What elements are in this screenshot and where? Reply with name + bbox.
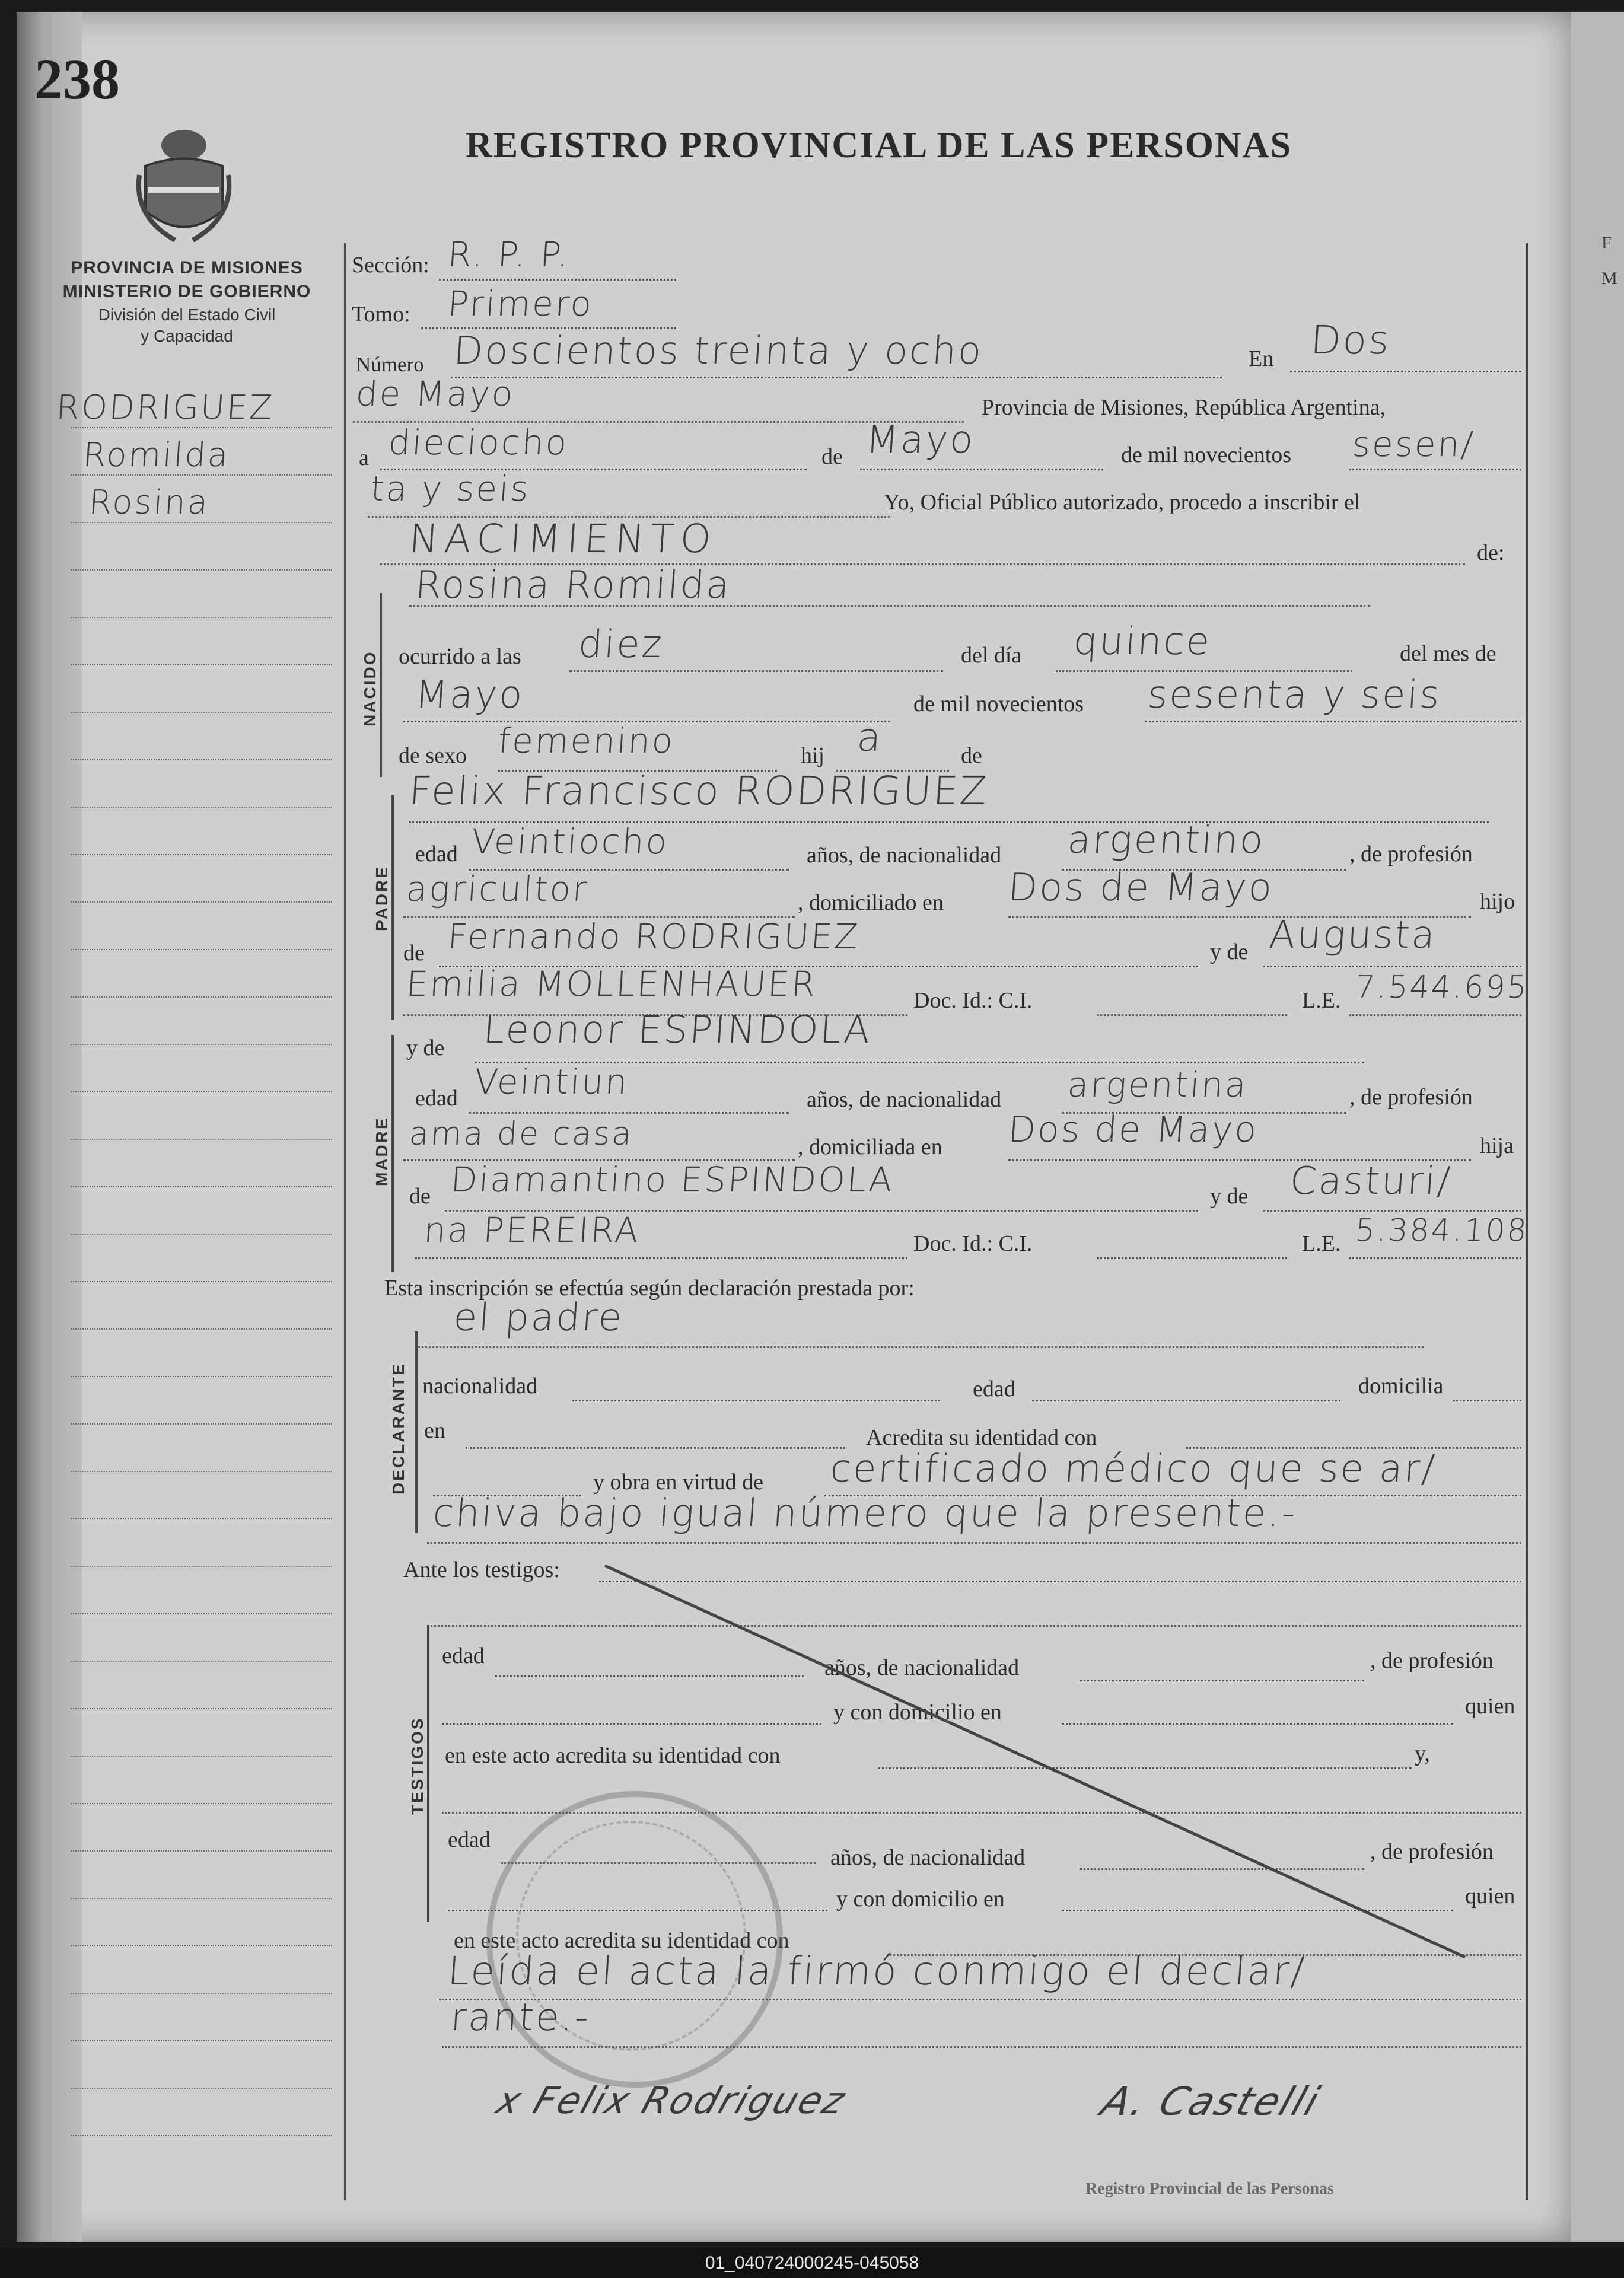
label-hijo: hijo — [1480, 889, 1515, 914]
label-doc-id-madre: Doc. Id.: C.I. — [913, 1231, 1033, 1256]
label-ante-testigos: Ante los testigos: — [403, 1557, 560, 1582]
value-anio-2: ta y seis — [369, 469, 532, 509]
value-tipo-acta: NACIMIENTO — [407, 516, 719, 562]
value-abuelo-materno: Diamantino ESPINDOLA — [449, 1159, 896, 1200]
label-doc-id-padre: Doc. Id.: C.I. — [913, 988, 1033, 1013]
value-sexo: femenino — [496, 721, 676, 761]
value-abuela-materna-1: Casturi/ — [1288, 1159, 1454, 1203]
label-quien-t1: quien — [1465, 1694, 1515, 1719]
margin-given-name-1: Romilda — [81, 436, 231, 474]
value-seccion: R. P. P. — [446, 234, 572, 275]
label-edad-decl: edad — [973, 1377, 1015, 1401]
value-padre: Felix Francisco RODRIGUEZ — [407, 768, 990, 814]
image-id-footer: 01_040724000245-045058 — [0, 2248, 1624, 2278]
label-sexo: de sexo — [399, 743, 467, 768]
label-de-mil-2: de mil novecientos — [913, 692, 1084, 716]
label-obra: y obra en virtud de — [593, 1470, 764, 1495]
document-title: REGISTRO PROVINCIAL DE LAS PERSONAS — [466, 125, 1292, 165]
value-en: Dos — [1309, 317, 1393, 363]
label-de-colon: de: — [1477, 540, 1505, 565]
testigos-bracket — [427, 1625, 429, 1922]
stamp-registro: Registro Provincial de las Personas — [1085, 2180, 1334, 2198]
value-lugar: de Mayo — [354, 374, 516, 414]
label-del-dia: del día — [961, 643, 1022, 668]
label-del-mes: del mes de — [1400, 641, 1496, 666]
value-madre-profesion: ama de casa — [407, 1115, 635, 1152]
label-edad-t1: edad — [442, 1643, 485, 1668]
label-domicilio-t1: y con domicilio en — [833, 1700, 1002, 1725]
value-mes: Mayo — [864, 418, 977, 462]
label-profesion-t2: , de profesión — [1370, 1839, 1494, 1864]
value-dia: dieciocho — [387, 422, 570, 463]
label-edad-padre: edad — [415, 842, 458, 866]
page-number: 238 — [34, 47, 120, 111]
label-oficial: Yo, Oficial Público autorizado, procedo a inscribir el — [884, 490, 1361, 515]
label-seccion: Sección: — [352, 253, 429, 278]
agency-capacity: y Capacidad — [141, 327, 233, 345]
value-abuela-paterna-2: Emilia MOLLENHAUER — [405, 964, 819, 1004]
label-domiciliado: , domiciliado en — [798, 890, 944, 915]
value-dia-nacimiento: quince — [1072, 620, 1213, 664]
value-abuelo-paterno: Fernando RODRIGUEZ — [446, 916, 861, 957]
label-le-madre: L.E. — [1302, 1231, 1341, 1256]
value-mes-nacimiento: Mayo — [413, 673, 526, 717]
label-acredita: Acredita su identidad con — [866, 1425, 1097, 1450]
signature-oficial: A. Castelli — [1096, 2079, 1327, 2124]
label-domicilia: domicilia — [1358, 1374, 1444, 1398]
label-profesion-padre: , de profesión — [1349, 842, 1473, 866]
label-numero: Número — [356, 353, 424, 376]
value-declarante: el padre — [452, 1296, 625, 1340]
label-en-decl: en — [424, 1418, 445, 1443]
label-y-de-abuela-m: y de — [1210, 1184, 1249, 1209]
label-de-mil: de mil novecientos — [1121, 442, 1292, 467]
padre-bracket — [391, 795, 394, 1020]
value-leida-2: rante.- — [449, 1996, 592, 2040]
madre-bracket — [391, 1035, 394, 1272]
margin-surname: RODRIGUEZ — [55, 388, 275, 427]
label-quien-t2: quien — [1465, 1884, 1515, 1909]
value-madre-edad: Veintiun — [473, 1062, 631, 1102]
value-padre-profesion: agricultor — [405, 869, 590, 909]
value-madre-le: 5.384.108 — [1354, 1213, 1530, 1248]
side-label-testigos: TESTIGOS — [408, 1716, 426, 1815]
label-edad-madre: edad — [415, 1086, 458, 1111]
label-anos-nac-t1: años, de nacionalidad — [824, 1655, 1020, 1680]
label-hija: hija — [1480, 1133, 1514, 1158]
value-padre-nacionalidad: argentino — [1066, 818, 1266, 862]
side-label-padre: PADRE — [372, 865, 391, 931]
adjacent-page-edge — [1571, 12, 1624, 2242]
label-anos-nac-padre: años, de nacionalidad — [807, 843, 1002, 868]
label-ocurrido: ocurrido a las — [399, 644, 521, 669]
signature-declarante: x Felix Rodriguez — [491, 2079, 852, 2122]
nacido-bracket — [380, 593, 382, 777]
label-de: de — [821, 444, 843, 469]
label-domiciliada: , domiciliada en — [798, 1135, 942, 1159]
label-profesion-madre: , de profesión — [1349, 1085, 1473, 1110]
label-profesion-t1: , de profesión — [1370, 1648, 1494, 1673]
label-provincia: Provincia de Misiones, República Argentina, — [982, 395, 1386, 420]
label-y-de: y de — [1210, 939, 1249, 964]
book-spine — [17, 12, 82, 2242]
margin-given-name-2: Rosina — [87, 483, 211, 522]
agency-province: PROVINCIA DE MISIONES — [71, 258, 303, 278]
agency-division: División del Estado Civil — [98, 305, 276, 324]
coat-of-arms-icon — [133, 122, 234, 246]
label-de-3: de — [403, 941, 425, 966]
value-anio-nacimiento: sesenta y seis — [1146, 673, 1443, 717]
value-abuela-paterna-1: Augusta — [1268, 913, 1438, 957]
value-obra-1: certificado médico que se ar/ — [829, 1447, 1438, 1491]
label-nacionalidad-decl: nacionalidad — [422, 1374, 538, 1398]
value-hora: diez — [577, 623, 665, 667]
side-label-declarante: DECLARANTE — [389, 1362, 407, 1495]
label-de-madre: de — [409, 1184, 431, 1209]
label-y-t1: y, — [1415, 1741, 1431, 1766]
agency-ministry: MINISTERIO DE GOBIERNO — [62, 282, 311, 301]
value-tomo: Primero — [446, 283, 595, 324]
label-en: En — [1249, 346, 1274, 371]
side-label-madre: MADRE — [372, 1116, 391, 1186]
label-tomo: Tomo: — [352, 302, 410, 327]
label-acto-t2: en este acto acredita su identidad con — [454, 1928, 789, 1953]
label-acto-t1: en este acto acredita su identidad con — [445, 1743, 781, 1768]
value-leida-1: Leída el acta la firmó conmigo el declar/ — [446, 1948, 1308, 1994]
label-a: a — [359, 445, 369, 470]
official-stamp — [486, 1791, 783, 2088]
value-padre-domicilio: Dos de Mayo — [1007, 866, 1275, 910]
form-left-border — [344, 243, 346, 2200]
value-madre: Leonor ESPINDOLA — [482, 1008, 873, 1052]
label-inscripcion: Esta inscripción se efectúa según declaración prestada por: — [384, 1276, 915, 1301]
declarante-bracket — [415, 1331, 418, 1533]
value-padre-edad: Veintiocho — [470, 821, 670, 862]
label-edad-t2: edad — [448, 1827, 491, 1852]
label-hij: hij — [801, 743, 825, 768]
value-hij-suffix: a — [855, 715, 885, 760]
value-abuela-materna-2: na PEREIRA — [422, 1210, 642, 1250]
label-domicilio-t2: y con domicilio en — [836, 1887, 1005, 1911]
value-padre-le: 7.544.695 — [1354, 970, 1530, 1005]
value-madre-nacionalidad: argentina — [1066, 1065, 1250, 1105]
value-nombre-nacido: Rosina Romilda — [413, 563, 733, 607]
value-numero: Doscientos treinta y ocho — [452, 329, 985, 373]
label-y-de-madre: y de — [406, 1036, 445, 1060]
label-anos-nac-madre: años, de nacionalidad — [807, 1087, 1002, 1112]
value-madre-domicilio: Dos de Mayo — [1007, 1109, 1260, 1151]
side-label-nacido: NACIDO — [361, 650, 379, 727]
agency-header — [36, 258, 338, 346]
label-le-padre: L.E. — [1302, 988, 1341, 1013]
label-anos-nac-t2: años, de nacionalidad — [830, 1845, 1026, 1870]
value-obra-2: chiva bajo igual número que la presente.- — [431, 1492, 1299, 1535]
adjacent-page-fragment: F M — [1601, 233, 1617, 288]
value-anio-1: sesen/ — [1351, 424, 1476, 464]
label-de-2: de — [961, 743, 982, 768]
